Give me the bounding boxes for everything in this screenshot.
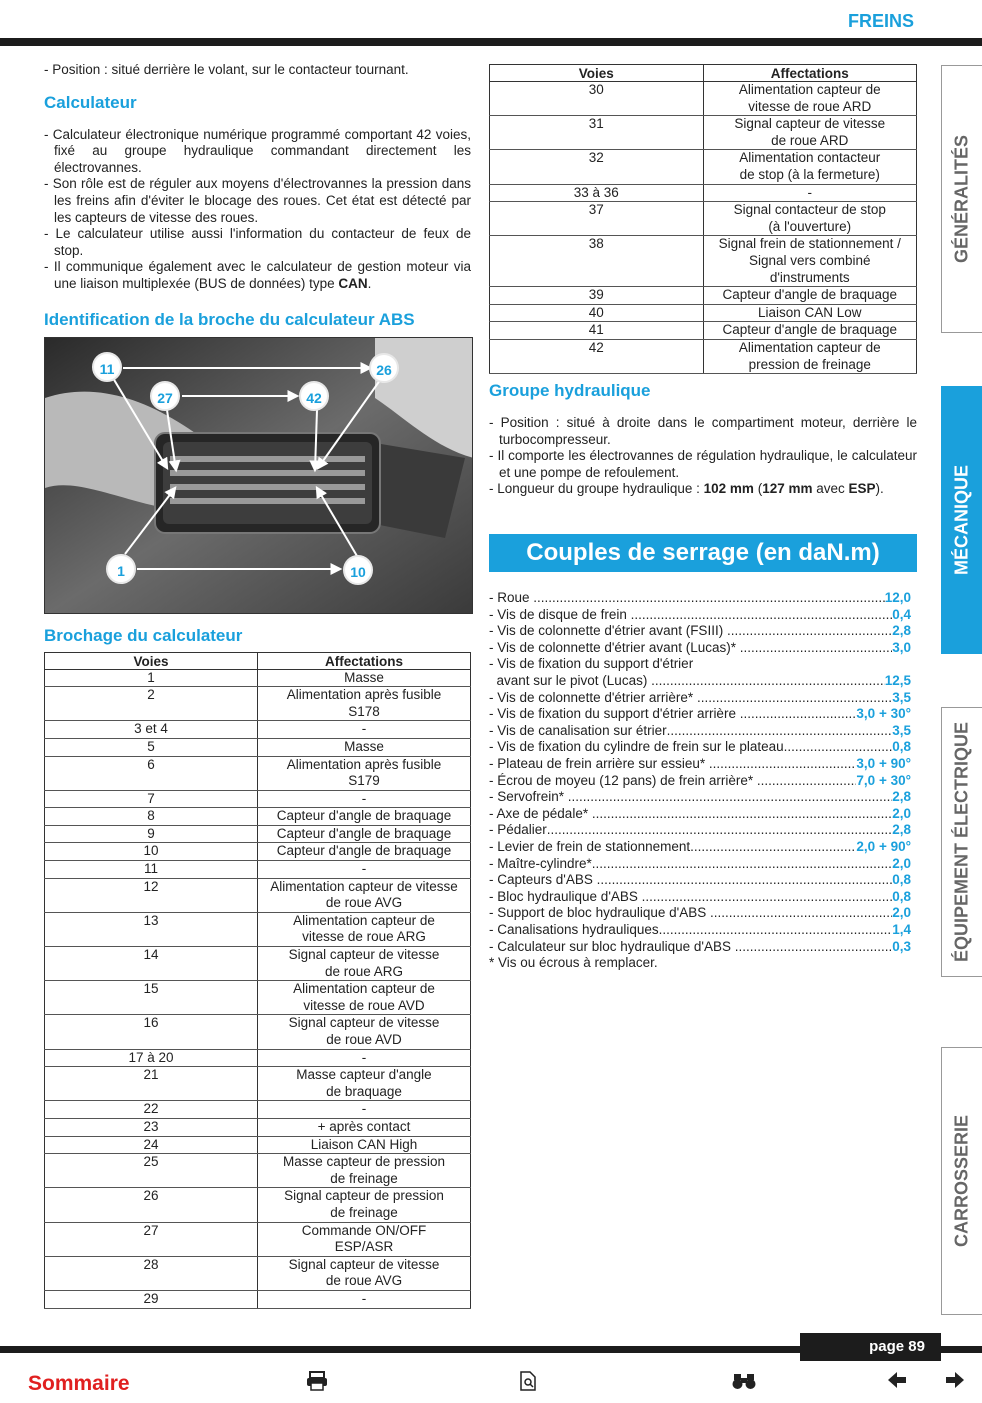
b3-b: 102 mm <box>703 481 754 497</box>
table-row <box>45 1188 471 1222</box>
affectation-cell: - <box>258 721 471 739</box>
torque-value: 0,4 <box>892 606 911 622</box>
torque-value: 2,8 <box>892 623 911 639</box>
torque-row <box>489 656 917 673</box>
torque-label: - Support de bloc hydraulique d'ABS <box>489 905 710 921</box>
table-row <box>45 843 471 861</box>
callout-42: 42 <box>299 381 329 411</box>
calculateur-bullet <box>44 259 471 292</box>
table-row <box>490 202 917 236</box>
b3-c: ( <box>753 481 763 497</box>
torque-row <box>489 673 917 690</box>
groupe-title: Groupe hydraulique <box>489 381 651 401</box>
affectation-cell: + après contact <box>258 1118 471 1136</box>
table-row <box>45 861 471 879</box>
pinout-table-right <box>489 64 917 374</box>
torque-value: 0,3 <box>892 938 911 954</box>
col-voies: Voies <box>490 65 704 82</box>
table-row <box>490 82 917 116</box>
affectation-cell: Capteur d'angle de braquage <box>703 322 917 340</box>
table-row <box>490 339 917 373</box>
affectation-cell: - <box>258 1101 471 1119</box>
torque-row <box>489 905 917 922</box>
document-icon[interactable] <box>519 1370 537 1398</box>
footnote: * Vis ou écrous à remplacer. <box>489 955 658 971</box>
leader-dots <box>533 590 884 607</box>
affectation-cell: Alimentation capteur de vitesse de roue ARD <box>703 82 917 116</box>
voie-cell: 32 <box>490 150 704 184</box>
connector-photo <box>44 337 473 614</box>
leader-dots <box>757 773 857 790</box>
torque-value: 1,4 <box>892 921 911 937</box>
torque-value: 0,8 <box>892 888 911 904</box>
torque-label: - Vis de fixation du cylindre de frein sur le plateau <box>489 739 784 755</box>
table-row <box>45 790 471 808</box>
table-row <box>45 981 471 1015</box>
voie-cell: 9 <box>45 825 258 843</box>
torque-label: - Canalisations hydrauliques <box>489 921 659 937</box>
affectation-cell: Capteur d'angle de braquage <box>258 808 471 826</box>
leader-dots <box>659 922 893 939</box>
tab-label: MÉCANIQUE <box>951 464 972 576</box>
table-row <box>490 236 917 287</box>
table-row <box>490 304 917 322</box>
leader-dots <box>784 739 893 756</box>
affectation-cell: Alimentation après fusible S178 <box>258 687 471 721</box>
voie-cell: 10 <box>45 843 258 861</box>
voie-cell: 13 <box>45 912 258 946</box>
leader-dots <box>667 723 893 740</box>
table-row <box>45 1256 471 1290</box>
torque-row <box>489 723 917 740</box>
torque-value: 12,5 <box>884 673 911 689</box>
tab-generalites[interactable] <box>941 65 982 333</box>
b3-f: ESP <box>848 481 876 497</box>
col-affectations: Affectations <box>258 652 471 669</box>
top-bar <box>0 38 982 46</box>
torque-label: - Servofrein* <box>489 789 568 805</box>
affectation-cell: - <box>258 1049 471 1067</box>
voie-cell: 22 <box>45 1101 258 1119</box>
affectation-cell: Signal frein de stationnement / Signal vers combiné d'instruments <box>703 236 917 287</box>
affectation-cell: Capteur d'angle de braquage <box>703 287 917 305</box>
voie-cell: 3 et 4 <box>45 721 258 739</box>
pinout-rows <box>490 82 917 374</box>
calculateur-bullet: - Le calculateur utilise aussi l'information du contacteur de feux de stop. <box>44 226 471 258</box>
torque-row <box>489 623 917 640</box>
voie-cell: 30 <box>490 82 704 116</box>
affectation-cell: - <box>703 184 917 202</box>
tab-label: CARROSSERIE <box>951 1114 972 1248</box>
torque-label: - Pédalier <box>489 822 547 838</box>
voie-cell: 14 <box>45 947 258 981</box>
brochage-title: Brochage du calculateur <box>44 625 243 645</box>
arrow-right-icon[interactable] <box>944 1370 966 1396</box>
callout-1: 1 <box>106 554 136 584</box>
table-row <box>45 808 471 826</box>
torque-label: - Levier de frein de stationnement <box>489 838 691 854</box>
table-row <box>45 1222 471 1256</box>
torque-row <box>489 889 917 906</box>
affectation-cell: Alimentation capteur de vitesse de roue AVD <box>258 981 471 1015</box>
table-row <box>45 1101 471 1119</box>
tab-mecanique[interactable] <box>941 386 982 654</box>
torque-value: 7,0 + 30° <box>856 772 911 788</box>
voie-cell: 1 <box>45 669 258 687</box>
affectation-cell: Alimentation contacteur de stop (à la fermeture) <box>703 150 917 184</box>
voie-cell: 23 <box>45 1118 258 1136</box>
affectation-cell: Alimentation capteur de vitesse de roue ARG <box>258 912 471 946</box>
voie-cell: 17 à 20 <box>45 1049 258 1067</box>
calculateur-bullet: - Calculateur électronique numérique programmé comportant 42 voies, fixé au groupe hydraulique commandant directement les électrovannes. <box>44 126 471 175</box>
voie-cell: 21 <box>45 1067 258 1101</box>
torque-value: 2,0 <box>892 905 911 921</box>
callout-10: 10 <box>343 555 373 585</box>
torque-label: - Vis de colonnette d'étrier avant (Lucas)* <box>489 639 740 655</box>
table-row <box>45 687 471 721</box>
torque-label: - Vis de colonnette d'étrier avant (FSIII) <box>489 623 727 639</box>
table-row <box>45 1154 471 1188</box>
leader-dots <box>568 789 892 806</box>
footer-nav <box>0 1368 982 1403</box>
torque-value: 2,8 <box>892 789 911 805</box>
table-row <box>45 1290 471 1308</box>
leader-dots <box>690 839 856 856</box>
voie-cell: 12 <box>45 878 258 912</box>
page-number: page 89 <box>800 1333 941 1361</box>
torque-label: - Bloc hydraulique d'ABS <box>489 888 642 904</box>
voie-cell: 2 <box>45 687 258 721</box>
leader-dots <box>642 889 893 906</box>
torque-row <box>489 739 917 756</box>
table-row <box>45 825 471 843</box>
voie-cell: 24 <box>45 1136 258 1154</box>
affectation-cell: - <box>258 790 471 808</box>
pinout-rows <box>45 669 471 1308</box>
callout-27: 27 <box>150 381 180 411</box>
torque-label: - Vis de disque de frein <box>489 606 631 622</box>
voie-cell: 37 <box>490 202 704 236</box>
torque-value: 3,5 <box>892 689 911 705</box>
voie-cell: 16 <box>45 1015 258 1049</box>
torque-label: - Vis de canalisation sur étrier <box>489 722 667 738</box>
tab-label: ÉQUIPEMENT ÉLECTRIQUE <box>951 721 972 963</box>
torque-row <box>489 856 917 873</box>
torque-row <box>489 690 917 707</box>
table-row <box>45 1136 471 1154</box>
torque-label: - Capteurs d'ABS <box>489 872 597 888</box>
torque-value: 3,0 + 90° <box>856 756 911 771</box>
table-row <box>45 738 471 756</box>
calculateur-bullet: - Son rôle est de réguler aux moyens d'électrovannes la pression dans les freins afin d'éviter le blocage des roues. Cet état est détecté par les capteurs de vitesse des roues. <box>44 176 471 225</box>
table-row <box>45 756 471 790</box>
leader-dots <box>651 673 885 690</box>
leader-dots <box>597 872 893 889</box>
right-column <box>489 62 917 972</box>
torque-value: 3,0 <box>892 639 911 655</box>
torque-label: - Roue <box>489 590 534 606</box>
torque-label: - Vis de fixation du support d'étrier arrière <box>489 706 740 722</box>
leader-dots <box>592 856 892 873</box>
affectation-cell: - <box>258 861 471 879</box>
position-text: - Position : situé derrière le volant, sur le contacteur tournant. <box>44 62 409 77</box>
torque-row <box>489 789 917 806</box>
b3-e: avec <box>812 481 849 497</box>
b3-g: ). <box>875 481 884 497</box>
calculateur-bullets <box>44 127 471 293</box>
voie-cell: 6 <box>45 756 258 790</box>
affectation-cell: Signal capteur de vitesse de roue AVD <box>258 1015 471 1049</box>
torque-label: - Vis de fixation du support d'étrier <box>489 656 694 672</box>
calculateur-title: Calculateur <box>44 92 137 112</box>
b3-d: 127 mm <box>762 481 813 497</box>
torque-value: 2,0 <box>892 805 911 821</box>
affectation-cell: Alimentation capteur de vitesse de roue AVG <box>258 878 471 912</box>
table-row <box>490 287 917 305</box>
table-row <box>45 912 471 946</box>
groupe-bullets <box>489 415 917 498</box>
tab-carrosserie[interactable] <box>941 1047 982 1315</box>
voie-cell: 27 <box>45 1222 258 1256</box>
sommaire-link[interactable]: Sommaire <box>28 1372 130 1395</box>
groupe-bullet <box>489 481 917 498</box>
table-row <box>45 947 471 981</box>
groupe-bullet: - Il comporte les électrovannes de régulation hydraulique, le calculateur et une pompe de refoulement. <box>489 448 917 480</box>
torque-value: 2,0 + 90° <box>856 838 911 854</box>
torque-row <box>489 939 917 956</box>
affectation-cell: Signal capteur de vitesse de roue ARG <box>258 947 471 981</box>
voie-cell: 7 <box>45 790 258 808</box>
torque-label: - Axe de pédale* <box>489 805 592 821</box>
voie-cell: 33 à 36 <box>490 184 704 202</box>
voie-cell: 38 <box>490 236 704 287</box>
affectation-cell: Signal capteur de pression de freinage <box>258 1188 471 1222</box>
torque-label: avant sur le pivot (Lucas) <box>489 673 652 689</box>
leader-dots <box>592 806 892 823</box>
torque-label: - Maître-cylindre* <box>489 855 592 871</box>
voie-cell: 15 <box>45 981 258 1015</box>
voie-cell: 31 <box>490 116 704 150</box>
callout-26: 26 <box>369 353 399 383</box>
table-row <box>490 184 917 202</box>
leader-dots <box>547 822 892 839</box>
affectation-cell: Signal contacteur de stop (à l'ouverture) <box>703 202 917 236</box>
voie-cell: 28 <box>45 1256 258 1290</box>
torque-row <box>489 822 917 839</box>
bullet-end: . <box>367 275 372 291</box>
affectation-cell: Signal capteur de vitesse de roue AVG <box>258 1256 471 1290</box>
torque-row <box>489 590 917 607</box>
b3-a: - Longueur du groupe hydraulique : <box>489 481 704 497</box>
affectation-cell: Liaison CAN High <box>258 1136 471 1154</box>
affectation-cell: Alimentation capteur de pression de freinage <box>703 339 917 373</box>
torque-value: 2,8 <box>892 822 911 838</box>
voie-cell: 26 <box>45 1188 258 1222</box>
torque-label: - Écrou de moyeu (12 pans) de frein arrière* <box>489 772 757 788</box>
leader-dots <box>740 706 857 723</box>
leader-dots <box>735 939 893 956</box>
table-row <box>45 1049 471 1067</box>
table-row <box>45 721 471 739</box>
voie-cell: 42 <box>490 339 704 373</box>
leader-dots <box>727 623 892 640</box>
table-row <box>490 116 917 150</box>
affectation-cell: Capteur d'angle de braquage <box>258 843 471 861</box>
col-voies: Voies <box>45 652 258 669</box>
left-column <box>44 62 471 1309</box>
table-row <box>45 878 471 912</box>
torque-value: 2,0 <box>892 855 911 871</box>
torque-row <box>489 806 917 823</box>
table-row <box>45 1067 471 1101</box>
torque-row <box>489 756 917 773</box>
col-affectations: Affectations <box>703 65 917 82</box>
affectation-cell: Masse capteur de pression de freinage <box>258 1154 471 1188</box>
voie-cell: 40 <box>490 304 704 322</box>
table-row <box>490 150 917 184</box>
affectation-cell: Masse capteur d'angle de braquage <box>258 1067 471 1101</box>
pinout-table-left <box>44 652 471 1309</box>
leader-dots <box>709 756 857 773</box>
torque-value: 0,8 <box>892 872 911 888</box>
torque-row <box>489 872 917 889</box>
table-row <box>490 322 917 340</box>
affectation-cell: Commande ON/OFF ESP/ASR <box>258 1222 471 1256</box>
leader-dots <box>697 690 892 707</box>
torque-value: 3,0 + 30° <box>856 706 911 722</box>
groupe-bullet: - Position : situé à droite dans le compartiment moteur, derrière le turbocompresseur. <box>489 415 917 447</box>
callout-11: 11 <box>92 352 122 382</box>
torque-value: 0,8 <box>892 739 911 755</box>
voie-cell: 8 <box>45 808 258 826</box>
torque-row <box>489 640 917 657</box>
arrow-left-icon[interactable] <box>886 1370 908 1396</box>
voie-cell: 41 <box>490 322 704 340</box>
torque-row <box>489 839 917 856</box>
bullet-text: - Il communique également avec le calculateur de gestion moteur via une liaison multiplexée (BUS de données) type <box>44 259 471 291</box>
table-row <box>45 1015 471 1049</box>
torque-label: - Vis de colonnette d'étrier arrière* <box>489 689 697 705</box>
affectation-cell: Masse <box>258 738 471 756</box>
identification-title: Identification de la broche du calculateur ABS <box>44 309 415 329</box>
torque-value: 12,0 <box>884 590 911 606</box>
voie-cell: 11 <box>45 861 258 879</box>
torque-label: - Plateau de frein arrière sur essieu* <box>489 756 709 771</box>
can-bold: CAN <box>338 275 368 291</box>
affectation-cell: Signal capteur de vitesse de roue ARD <box>703 116 917 150</box>
affectation-cell: Liaison CAN Low <box>703 304 917 322</box>
torque-label: - Calculateur sur bloc hydraulique d'ABS <box>489 938 735 954</box>
affectation-cell: Alimentation après fusible S179 <box>258 756 471 790</box>
voie-cell: 39 <box>490 287 704 305</box>
torque-value: 3,5 <box>892 722 911 738</box>
couples-banner: Couples de serrage (en daN.m) <box>489 534 917 572</box>
voie-cell: 5 <box>45 738 258 756</box>
voie-cell: 29 <box>45 1290 258 1308</box>
torque-row <box>489 922 917 939</box>
table-row <box>45 1118 471 1136</box>
torque-row <box>489 607 917 624</box>
tab-equipement-electrique[interactable] <box>941 707 982 977</box>
leader-dots <box>631 607 893 624</box>
leader-dots <box>740 640 893 657</box>
table-row <box>45 669 471 687</box>
leader-dots <box>710 905 892 922</box>
torque-row <box>489 773 917 790</box>
binoculars-icon[interactable] <box>731 1370 757 1398</box>
printer-icon[interactable] <box>305 1370 329 1398</box>
tab-label: GÉNÉRALITÉS <box>951 134 972 264</box>
section-title: FREINS <box>847 11 914 31</box>
affectation-cell: Capteur d'angle de braquage <box>258 825 471 843</box>
affectation-cell: - <box>258 1290 471 1308</box>
torque-row <box>489 706 917 723</box>
affectation-cell: Masse <box>258 669 471 687</box>
torque-list <box>489 590 917 955</box>
voie-cell: 25 <box>45 1154 258 1188</box>
